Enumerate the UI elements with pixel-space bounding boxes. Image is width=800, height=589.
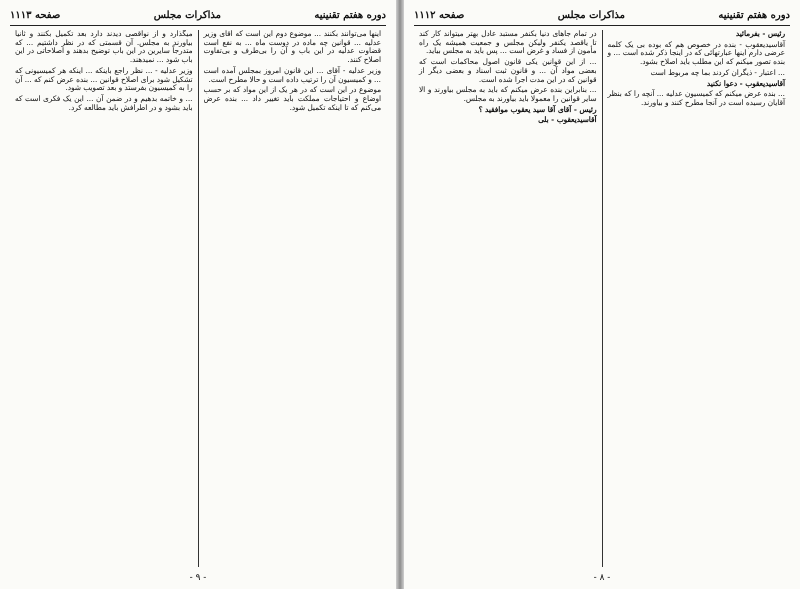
- paragraph: موضوع در این است که در هر یک از این مواد که بر حسب اوضاع و احتیاجات مملکت باید تغییر داد ... بنده عرض می‌کنم که تا اینکه تکمیل شود.: [203, 85, 381, 112]
- left-page-number: صفحه ۱۱۱۳: [10, 9, 61, 21]
- left-page-columns: [10, 30, 386, 567]
- paragraph: ... بنده عرض میکنم که کمیسیون عدلیه ... آنچه را که بنظر آقایان رسیده است در آنجا مطرح کنند و بیاورند.: [607, 89, 785, 107]
- paragraph: اینها می‌توانند بکنند ... موضوع دوم این است که آقای وزیر عدلیه ... قوانین چه ماده در دوست ماه ... به نفع است قضاوت عدلیه در این باب و آن را بی‌طرف و بی‌تفاوت اصلاح کنند.: [203, 30, 381, 65]
- left-page-footer: - ۹ -: [189, 573, 207, 583]
- speaker-line: آقاسیدیعقوب - دعوا نکنید: [706, 78, 785, 88]
- paragraph: آقاسیدیعقوب - بنده در خصوص هم که بوده بی یک کلمه عرضی دارم اینها عبارتهائی که در اینجا ذکر شده است ... و بنده تصور میکنم که این مطلب باید اصلاح بشود.: [607, 39, 785, 67]
- right-page-columns: [414, 30, 790, 567]
- right-page-left-column: [414, 30, 602, 567]
- paragraph: ... اعتبار - ذیگران کردند بما چه مربوط است: [650, 67, 785, 77]
- left-page-title: مذاکرات مجلس: [153, 9, 221, 21]
- right-page-term: دوره هفتم تقنینیه: [718, 9, 790, 21]
- right-page-right-column: [603, 30, 791, 567]
- paragraph: وزیر عدلیه - آقای ... این قانون امروز بمجلس آمده است ... و کمیسیون آن را ترتیب داده است و حالا مطرح است.: [203, 65, 381, 84]
- speaker-line: رئیس - آقای آقا سید یعقوب موافقید ؟: [478, 104, 597, 114]
- left-page-term: دوره هفتم تقنینیه: [314, 9, 386, 21]
- paragraph: ... و خاتمه بدهیم و در ضمن آن ... این یک فکری است که باید بشود و در اطرافش باید مطالعه کرد.: [15, 93, 193, 112]
- left-header-rule: [10, 25, 386, 26]
- right-header-rule: [414, 25, 790, 26]
- paragraph: ... بنابراین بنده عرض میکنم که باید به مجلس بیاورند و الا سایر قوانین را معمولا باید بیاورند به مجلس.: [419, 85, 597, 103]
- speaker-line: رئیس - بفرمائید: [735, 30, 785, 38]
- right-page-title: مذاکرات مجلس: [557, 9, 625, 21]
- right-page-header: [414, 8, 790, 22]
- right-page: [404, 0, 800, 589]
- paragraph: در تمام جاهای دنیا بکنفر مستبد عادل بهتر میتواند کار کند تا یاقصد یکنفر ولیکن مجلس و جمعیت همیشه یک راه مأمون از فساد و غرض است ... پس باید به مجلس بیاید.: [419, 30, 597, 56]
- book-gutter: [396, 0, 404, 589]
- paragraph: ... از این قوانین یکی قانون اصول محاکمات است که بعضی مواد آن ... و قانون ثبت اسناد و بعضی دیگر از قوانین که در این مدت اجرا شده است.: [419, 57, 597, 84]
- left-column-divider: [198, 30, 199, 567]
- paragraph: میگذارد و از نواقصی دیدند دارد بعد تکمیل بکنند و ثانیاً بیاورند به مجلس. آن قسمتی که در نظر داشتیم ... که متدرجاً سایرین در این باب توضیح بدهند و اصلاحاتی در این باب شود ... نمیدهند.: [15, 30, 193, 65]
- speaker-line: آقاسیدیعقوب - بلی: [538, 115, 597, 125]
- left-page: [0, 0, 396, 589]
- paragraph: وزیر عدلیه - ... نظر راجع باینکه ... اینکه هر کمیسیونی که تشکیل شود برای اصلاح قوانین ... بنده عرض کنم که ... آن را به کمیسیون بفرستد و بعد تصویب شود.: [15, 65, 193, 93]
- right-page-number: صفحه ۱۱۱۲: [414, 9, 465, 21]
- left-page-header: [10, 8, 386, 22]
- left-page-right-column: [199, 30, 387, 567]
- right-column-divider: [602, 30, 603, 567]
- right-page-footer: - ۸ -: [593, 573, 611, 583]
- left-page-left-column: [10, 30, 198, 567]
